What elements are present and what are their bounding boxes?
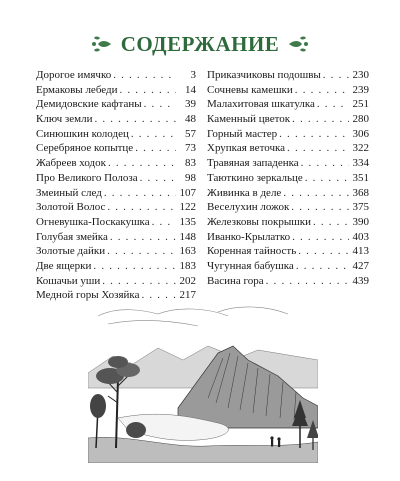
toc-entry xyxy=(207,127,369,142)
toc-entry xyxy=(36,112,196,127)
toc-leader-dots xyxy=(108,156,176,171)
toc-entry xyxy=(36,244,196,259)
toc-entry-page: 217 xyxy=(179,289,196,302)
toc-entry-page: 73 xyxy=(185,142,196,155)
toc-entry xyxy=(36,230,196,245)
toc-entry-page: 3 xyxy=(190,69,196,81)
toc-leader-dots xyxy=(135,141,176,156)
toc-entry-page: 98 xyxy=(185,171,196,184)
toc-leader-dots xyxy=(107,200,176,215)
toc-entry-title: Серебряное копытце xyxy=(36,142,134,155)
toc-entry-title: Живинка в деле xyxy=(207,186,282,199)
toc-entry xyxy=(207,200,369,215)
toc-entry-title: Коренная тайность xyxy=(207,245,297,258)
toc-entry-page: 403 xyxy=(352,230,369,243)
toc-leader-dots xyxy=(283,186,349,201)
toc-entry-title: Иванко-Крылатко xyxy=(207,230,291,243)
toc-entry-title: Чугунная бабушка xyxy=(207,259,294,272)
toc-leader-dots xyxy=(131,127,176,142)
toc-entry-page: 83 xyxy=(185,157,196,170)
toc-leader-dots xyxy=(313,215,349,230)
toc-leader-dots xyxy=(287,141,349,156)
toc-leader-dots xyxy=(93,259,176,274)
toc-entry-title: Две ящерки xyxy=(36,259,92,272)
toc-leader-dots xyxy=(323,68,349,83)
toc-entry-title: Хрупкая веточка xyxy=(207,142,286,155)
toc-right-column xyxy=(207,68,369,288)
toc-entry-title: Сочневы камешки xyxy=(207,83,293,96)
toc-entry-page: 375 xyxy=(352,201,369,214)
toc-entry-page: 230 xyxy=(352,69,369,81)
toc-entry-title: Ермаковы лебеди xyxy=(36,83,118,96)
toc-entry xyxy=(207,141,369,156)
toc-entry xyxy=(207,259,369,274)
toc-leader-dots xyxy=(113,68,176,83)
toc-entry-title: Золотые дайки xyxy=(36,245,106,258)
toc-entry xyxy=(207,171,369,186)
toc-entry xyxy=(36,156,196,171)
toc-entry-title: Змеиный след xyxy=(36,186,102,199)
toc-leader-dots xyxy=(301,156,349,171)
toc-entry-title: Дорогое имячко xyxy=(36,69,112,81)
toc-entry-page: 368 xyxy=(352,186,369,199)
toc-entry-page: 39 xyxy=(185,98,196,111)
toc-entry-title: Кошачьи уши xyxy=(36,274,101,287)
toc-entry xyxy=(207,215,369,230)
toc-entry xyxy=(207,156,369,171)
toc-entry-page: 122 xyxy=(179,201,196,214)
toc-entry-title: Таюткино зеркальце xyxy=(207,171,303,184)
toc-entry-page: 390 xyxy=(352,215,369,228)
toc-entry-page: 334 xyxy=(352,157,369,170)
toc-entry-page: 183 xyxy=(179,259,196,272)
toc-leader-dots xyxy=(140,171,176,186)
toc-leader-dots xyxy=(102,274,176,289)
toc-entry-page: 413 xyxy=(352,245,369,258)
toc-entry xyxy=(36,97,196,112)
toc-entry-title: Приказчиковы подошвы xyxy=(207,69,321,81)
toc-entry-title: Малахитовая шкатулка xyxy=(207,98,315,111)
toc-entry xyxy=(36,171,196,186)
toc-entry-title: Огневушка-Поскакушка xyxy=(36,215,150,228)
page-header xyxy=(0,30,400,58)
toc-entry-page: 239 xyxy=(352,83,369,96)
toc-leader-dots xyxy=(107,244,176,259)
toc-leader-dots xyxy=(104,186,176,201)
toc-leader-dots xyxy=(292,230,349,245)
clouds xyxy=(98,307,288,326)
toc-entry xyxy=(207,112,369,127)
toc-entry-page: 148 xyxy=(179,230,196,243)
landscape-illustration xyxy=(88,298,318,463)
toc-leader-dots xyxy=(94,112,176,127)
toc-leader-dots xyxy=(291,200,349,215)
toc-entry xyxy=(207,186,369,201)
toc-entry xyxy=(207,68,369,83)
toc-entry-title: Ключ земли xyxy=(36,113,93,126)
toc-leader-dots xyxy=(295,83,349,98)
toc-leader-dots xyxy=(110,230,176,245)
toc-entry-title: Про Великого Полоза xyxy=(36,171,138,184)
toc-entry-page: 107 xyxy=(179,186,196,199)
toc-entry xyxy=(36,215,196,230)
toc-entry-title: Васина гора xyxy=(207,274,264,287)
toc-entry-title: Железковы покрышки xyxy=(207,215,311,228)
toc-entry-title: Травяная западенка xyxy=(207,157,299,170)
toc-entry xyxy=(36,200,196,215)
toc-leader-dots xyxy=(279,127,349,142)
toc-leader-dots xyxy=(266,274,349,289)
toc-leader-dots xyxy=(296,259,349,274)
toc-entry-title: Демидовские кафтаны xyxy=(36,98,142,111)
toc-entry-title: Горный мастер xyxy=(207,127,278,140)
toc-entry-page: 351 xyxy=(352,171,369,184)
toc-entry xyxy=(36,274,196,289)
page-title: СОДЕРЖАНИЕ xyxy=(120,31,280,56)
toc-entry xyxy=(36,186,196,201)
toc-entry xyxy=(207,274,369,289)
toc-entry-page: 163 xyxy=(179,245,196,258)
toc-entry xyxy=(36,83,196,98)
toc-entry-page: 251 xyxy=(352,98,369,111)
toc-entry xyxy=(36,127,196,142)
toc-entry-title: Медной горы Хозяйка xyxy=(36,289,140,302)
toc-entry-page: 306 xyxy=(352,127,369,140)
toc-leader-dots xyxy=(292,112,349,127)
toc-leader-dots xyxy=(305,171,349,186)
toc-entry xyxy=(36,259,196,274)
toc-entry xyxy=(207,244,369,259)
ornament-right-icon xyxy=(287,34,309,54)
toc-entry-page: 48 xyxy=(185,113,196,126)
toc-entry-title: Жабреев ходок xyxy=(36,157,106,170)
toc-entry-title: Голубая змейка xyxy=(36,230,108,243)
toc-entry-title: Каменный цветок xyxy=(207,113,291,126)
toc-entry-title: Синюшкин колодец xyxy=(36,127,129,140)
toc-leader-dots xyxy=(144,97,176,112)
toc-entry-page: 202 xyxy=(179,274,196,287)
toc-leader-dots xyxy=(120,83,177,98)
toc-left-column xyxy=(36,68,196,303)
toc-entry xyxy=(207,97,369,112)
toc-entry-page: 322 xyxy=(352,142,369,155)
toc-entry-title: Веселухин ложок xyxy=(207,201,290,214)
toc-entry-page: 280 xyxy=(352,113,369,126)
toc-entry-title: Золотой Волос xyxy=(36,201,106,214)
toc-entry xyxy=(36,68,196,83)
toc-entry xyxy=(207,230,369,245)
toc-entry-page: 14 xyxy=(185,83,196,96)
toc-entry-page: 427 xyxy=(352,259,369,272)
toc-entry-page: 135 xyxy=(179,215,196,228)
toc-entry-page: 57 xyxy=(185,127,196,140)
toc-entry-page: 439 xyxy=(352,274,369,287)
toc-entry xyxy=(207,83,369,98)
toc-leader-dots xyxy=(152,215,176,230)
foreground-ground xyxy=(88,437,318,463)
ornament-left-icon xyxy=(91,34,113,54)
toc-leader-dots xyxy=(298,244,349,259)
toc-leader-dots xyxy=(317,97,349,112)
toc-entry xyxy=(36,141,196,156)
